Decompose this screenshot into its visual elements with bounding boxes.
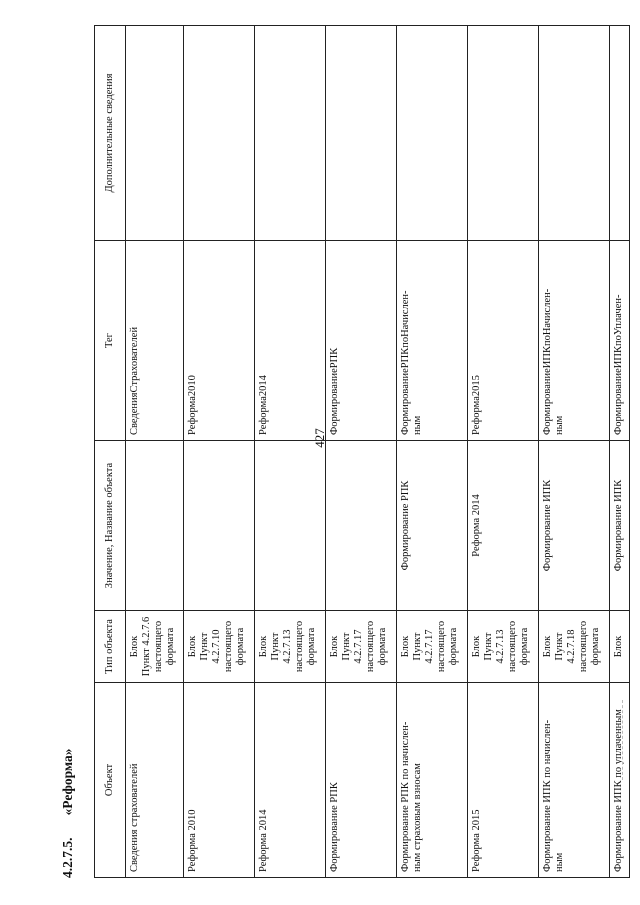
cell-info [397,26,468,241]
table-row [467,26,538,878]
scan-edge-line [622,700,624,780]
column-header-type: Тип объекта [95,611,126,683]
cell-tag: СведенияСтрахователей [126,241,184,441]
table-row [184,26,255,878]
column-header-info: Дополнительные сведения [95,26,126,241]
cell-info [126,26,184,241]
section-title: «Реформа» [60,748,75,816]
cell-tag: ФормированиеИПКпоНачислен- ным [538,241,609,441]
table-row [538,26,609,878]
cell-object: Формирование ИПК по уплаченным [609,683,629,878]
cell-tag: Реформа2014 [255,241,326,441]
cell-type: Блок Пункт 4.2.7.6 настоящего формата [126,611,184,683]
section-heading [48,578,88,878]
cell-type: Блок [609,611,629,683]
table-row [126,26,184,878]
column-header-value: Значение, Название объекта [95,441,126,611]
cell-object: Формирование ИПК по начислен- ным [538,683,609,878]
cell-type: Блок Пункт 4.2.7.13 настоящего формата [255,611,326,683]
column-header-object: Объект [95,683,126,878]
cell-object: Реформа 2014 [255,683,326,878]
section-number: 4.2.7.5. [60,837,75,878]
cell-value: Реформа 2014 [467,441,538,611]
cell-type: Блок Пункт 4.2.7.17 настоящего формата [397,611,468,683]
cell-tag: Реформа2015 [467,241,538,441]
cell-type: Блок Пункт 4.2.7.10 настоящего формата [184,611,255,683]
cell-type: Блок Пункт 4.2.7.13 настоящего формата [467,611,538,683]
cell-type: Блок Пункт 4.2.7.17 настоящего формата [326,611,397,683]
cell-value [126,441,184,611]
cell-object: Формирование РПК по начислен- ным страховым взносам [397,683,468,878]
cell-value [326,441,397,611]
table-row [609,26,629,878]
table-row [326,26,397,878]
cell-info [538,26,609,241]
cell-info [326,26,397,241]
cell-object: Реформа 2015 [467,683,538,878]
rotated-page-content [48,26,630,878]
cell-object: Формирование РПК [326,683,397,878]
cell-info [467,26,538,241]
cell-value: Формирование ИПК [538,441,609,611]
column-header-tag: Тег [95,241,126,441]
table-row [255,26,326,878]
page-number: 427 [312,428,327,448]
reform-table [94,25,630,878]
cell-info [184,26,255,241]
table-header-row [95,26,126,878]
cell-tag: ФормированиеРПКпоНачислен- ным [397,241,468,441]
table-row [397,26,468,878]
cell-value: Формирование ИПК [609,441,629,611]
cell-tag: ФормированиеИПКпоУплачен- [609,241,629,441]
cell-tag: Реформа2010 [184,241,255,441]
cell-value: Формирование РПК [397,441,468,611]
cell-info [609,26,629,241]
cell-info [255,26,326,241]
cell-tag: ФормированиеРПК [326,241,397,441]
cell-type: Блок Пункт 4.2.7.18 настоящего формата [538,611,609,683]
cell-object: Сведения страхователей [126,683,184,878]
cell-value [255,441,326,611]
cell-value [184,441,255,611]
cell-object: Реформа 2010 [184,683,255,878]
